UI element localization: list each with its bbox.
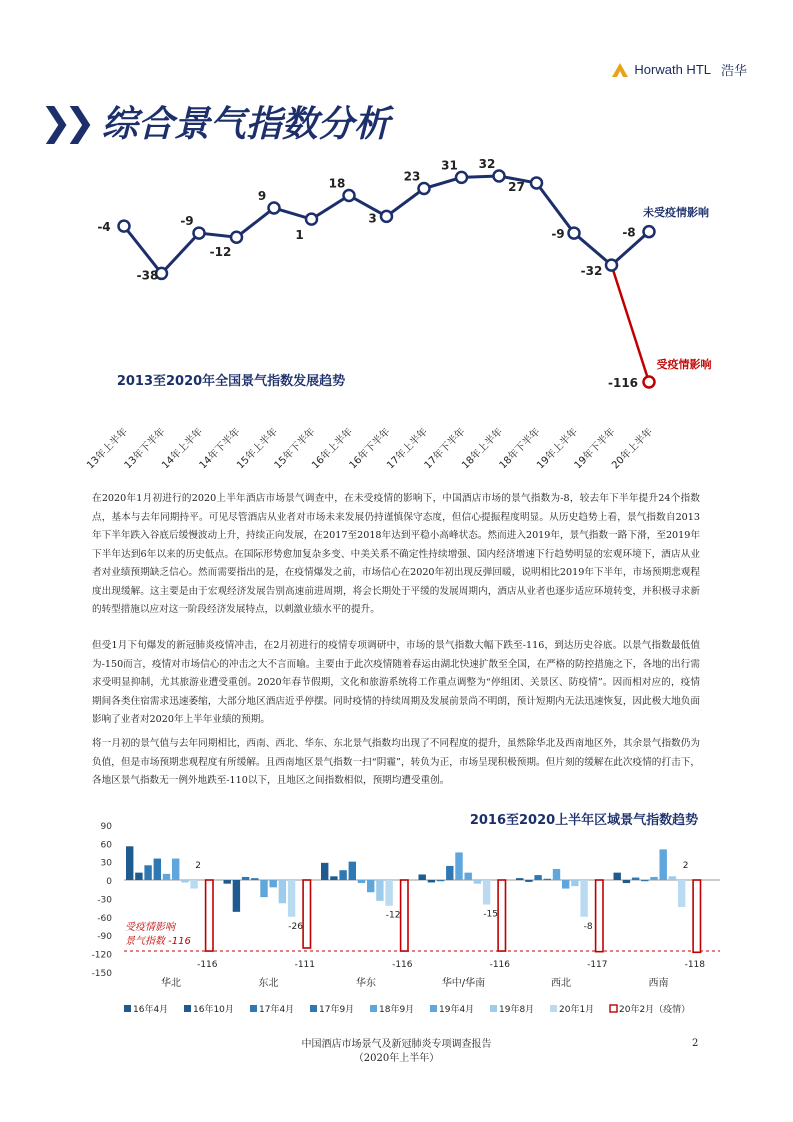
bar xyxy=(190,880,197,889)
legend-label: 20年1月 xyxy=(559,1005,595,1015)
y-tick-label: -90 xyxy=(97,932,112,943)
data-point xyxy=(231,232,242,243)
legend-swatch xyxy=(310,1005,317,1012)
bar xyxy=(135,873,142,880)
y-tick-label: 0 xyxy=(106,877,112,887)
value-label: -12 xyxy=(209,245,232,260)
bar-covid xyxy=(206,880,213,951)
bar xyxy=(385,880,392,906)
x-tick-label: 18年下半年 xyxy=(497,426,543,472)
x-tick-label: 15年上半年 xyxy=(235,426,281,472)
value-label-jan: -8 xyxy=(583,921,593,932)
data-point xyxy=(419,183,430,194)
bar xyxy=(376,880,383,901)
bar xyxy=(580,880,587,917)
x-tick-label: 14年下半年 xyxy=(197,426,243,472)
region-label: 西南 xyxy=(648,977,669,989)
data-point xyxy=(606,260,617,271)
annotation-line1: 受疫情影响 xyxy=(125,922,175,933)
bar xyxy=(571,880,578,886)
region-label: 华北 xyxy=(161,977,181,989)
x-tick-label: 13年上半年 xyxy=(85,426,131,472)
value-label: 23 xyxy=(403,169,421,184)
bar xyxy=(251,878,258,880)
y-tick-label: -150 xyxy=(91,968,112,979)
page-number: 2 xyxy=(692,1038,699,1049)
value-label-jan: 2 xyxy=(682,861,689,871)
bar xyxy=(623,880,630,883)
bar xyxy=(154,859,161,880)
value-label: -8 xyxy=(622,225,636,240)
bar xyxy=(544,879,551,880)
x-tick-label: 17年下半年 xyxy=(422,426,468,472)
value-label: 18 xyxy=(328,176,346,191)
data-point xyxy=(456,172,467,183)
paragraph-3: 将一月初的景气值与去年同期相比，西南、西北、华东、东北景气指数均出现了不同程度的提升，虽然除华北及西南地区外，其余景气指数仍为负值，但是市场预期悲观程度有所缓解。且西南地区景气指数一扫“阴霾”，转负为正，市场呈现积极预期。但片刻的缓解在此次疫情的打击下，各地区景气指数无一例外地跌至-110以下，且地区之间指数相似，预期均遭受重创。 xyxy=(92,738,700,786)
legend-swatch xyxy=(124,1005,131,1012)
bar xyxy=(330,876,337,880)
value-label-feb: -116 xyxy=(392,960,413,971)
y-tick-label: -120 xyxy=(91,950,112,961)
region-label: 华中/华南 xyxy=(441,977,486,989)
data-point xyxy=(119,221,130,232)
bar xyxy=(321,863,328,880)
legend-swatch xyxy=(370,1005,377,1012)
legend-swatch xyxy=(490,1005,497,1012)
bar xyxy=(632,878,639,880)
value-label: -32 xyxy=(580,264,603,279)
x-tick-label: 16年上半年 xyxy=(310,426,356,472)
bar-covid xyxy=(498,880,505,951)
bar xyxy=(437,880,444,881)
data-point xyxy=(344,190,355,201)
data-point-affected xyxy=(644,377,655,388)
y-tick-label: -60 xyxy=(97,913,112,924)
value-label: -9 xyxy=(180,214,194,229)
data-point xyxy=(306,214,317,225)
label-affected: 受疫情影响 xyxy=(656,358,712,371)
data-point xyxy=(494,171,505,182)
label-unaffected: 未受疫情影响 xyxy=(643,206,709,219)
legend-label: 19年4月 xyxy=(439,1005,475,1015)
data-point xyxy=(569,228,580,239)
value-label-jan: 2 xyxy=(195,861,201,871)
bar xyxy=(650,877,657,880)
x-tick-label: 14年上半年 xyxy=(160,426,206,472)
value-label-affected: -116 xyxy=(607,376,639,390)
bar xyxy=(233,880,240,912)
bar xyxy=(288,880,295,917)
bar xyxy=(678,880,685,907)
data-point xyxy=(194,228,205,239)
title-bar xyxy=(40,96,390,147)
bar xyxy=(224,880,231,884)
bar xyxy=(525,880,532,882)
legend-swatch xyxy=(184,1005,191,1012)
region-label: 东北 xyxy=(258,977,279,989)
value-label: -9 xyxy=(551,227,565,242)
value-label-feb: -118 xyxy=(684,960,706,971)
legend-label: 18年9月 xyxy=(379,1005,415,1015)
y-tick-label: 60 xyxy=(100,840,112,851)
bar xyxy=(279,880,286,903)
bar xyxy=(465,873,472,880)
chart2-title: 2016至2020上半年区域景气指数趋势 xyxy=(469,813,699,828)
data-point xyxy=(644,226,655,237)
legend-label: 20年2月（疫情） xyxy=(619,1005,691,1015)
x-tick-label: 17年上半年 xyxy=(385,426,431,472)
x-tick-label: 20年上半年 xyxy=(610,426,656,472)
value-label-jan: -15 xyxy=(483,909,498,920)
bar-covid xyxy=(401,880,408,951)
value-label-feb: -116 xyxy=(489,960,511,971)
bar xyxy=(474,880,481,884)
legend-label: 17年4月 xyxy=(259,1005,295,1015)
bar xyxy=(181,880,188,882)
bar xyxy=(126,846,133,880)
value-label: 32 xyxy=(478,157,496,171)
value-label: -38 xyxy=(136,268,159,283)
region-label: 华东 xyxy=(356,977,376,989)
bar xyxy=(163,874,170,880)
bar xyxy=(428,880,435,882)
y-tick-label: 30 xyxy=(100,858,112,869)
y-tick-label: -30 xyxy=(97,895,112,906)
value-label: 9 xyxy=(257,189,267,204)
data-point xyxy=(531,177,542,188)
x-tick-label: 15年下半年 xyxy=(272,426,318,472)
paragraph-2: 但受1月下旬爆发的新冠肺炎疫情冲击，在2月初进行的疫情专项调研中，市场的景气指数大幅下跌至-116，到达历史谷底。以景气指数最低值为-150而言，疫情对市场信心的冲击之大不言而喻。主要由于此次疫情随着春运由湖北快速扩散至全国，在严格的防控措施之下，各地的出行需求受明显抑制，尤其旅游业遭受重创。2020年春节假期，文化和旅游系统将工作重点调整为“停组团、关景区、防疫情”。因而相对应的，疫情期间各类住宿需求迅速萎缩，大部分地区酒店近乎停摆。同时疫情的持续周期及发展前景尚不明朗，预计短期内无法迅速恢复，因此极大地负面影响了业者对2020年上半年业绩的预期。 xyxy=(92,640,700,725)
legend-label: 16年4月 xyxy=(133,1005,169,1015)
legend-swatch xyxy=(430,1005,437,1012)
legend-swatch xyxy=(610,1005,617,1012)
legend-label: 16年10月 xyxy=(193,1005,234,1015)
value-label-jan: -12 xyxy=(385,910,401,921)
y-tick-label: 90 xyxy=(100,821,112,832)
chart1-title: 2013至2020年全国景气指数发展趋势 xyxy=(116,374,346,389)
bar xyxy=(349,862,356,880)
value-label: -4 xyxy=(97,220,111,235)
bar xyxy=(172,859,179,880)
bar xyxy=(516,878,523,880)
data-point xyxy=(381,211,392,222)
bar-covid xyxy=(596,880,603,952)
value-label: 27 xyxy=(508,179,525,194)
regional-index-bar-chart xyxy=(0,800,793,1030)
double-chevron-icon: ❯❯ xyxy=(40,99,88,144)
page-title: 综合景气指数分析 xyxy=(101,104,390,145)
bar xyxy=(641,880,648,881)
bar xyxy=(446,866,453,880)
x-tick-label: 13年下半年 xyxy=(122,426,168,472)
value-label: 3 xyxy=(368,211,377,226)
bar-covid xyxy=(693,880,700,952)
bar xyxy=(242,877,249,880)
legend-label: 17年9月 xyxy=(319,1005,355,1015)
x-tick-label: 16年下半年 xyxy=(347,426,393,472)
value-label: 31 xyxy=(441,158,458,173)
bar xyxy=(270,880,277,887)
bar xyxy=(419,874,426,880)
bar xyxy=(339,870,346,880)
annotation-line2: 景气指数 -116 xyxy=(125,936,191,947)
bar xyxy=(553,869,560,880)
bar xyxy=(483,880,490,905)
brand-name-cn: 浩华 xyxy=(720,64,747,79)
value-label-feb: -117 xyxy=(587,960,608,971)
bar xyxy=(669,876,676,880)
brand-logo xyxy=(612,60,747,79)
footer-line1: 中国酒店市场景气及新冠肺炎专项调查报告 xyxy=(301,1039,492,1050)
series-line-unaffected xyxy=(124,176,649,273)
brand-mark-icon xyxy=(612,63,628,77)
legend-label: 19年8月 xyxy=(499,1005,535,1015)
bar xyxy=(455,852,462,880)
legend-swatch xyxy=(250,1005,257,1012)
brand-name: Horwath HTL xyxy=(634,62,711,77)
bar xyxy=(144,865,151,880)
x-tick-label: 18年上半年 xyxy=(460,426,506,472)
bar xyxy=(534,875,541,880)
x-tick-label: 19年下半年 xyxy=(572,426,618,472)
paragraph-1: 在2020年1月初进行的2020上半年酒店市场景气调查中，在未受疫情的影响下，中国酒店市场的景气指数为-8，较去年下半年提升24个指数点，基本与去年同期持平。可见尽管酒店从业者对市场未来发展仍持谨慎保守态度，但信心提振程度明显。从历史趋势上看，景气指数自2013年下半年跌入谷底后缓慢波动上升，持续正向发展，在2017至2018年达到平稳小高峰状态。然而进入2019年，景气指数一路下滑，至2019年下半年达到6年以来的历史低点。在国际形势愈加复杂多变、中美关系不确定性持续增强、国内经济增速下行趋势明显的宏观环境下，酒店从业者对业绩预期缺乏信心。然而需要指出的是，在疫情爆发之前，市场信心在2020年初出现反弹回暖，说明相比2019年下半年，市场预期悲观程度出现缓解。这主要是由于宏观经济发展告别高速前进周期，将会长期处于平缓的发展周期内，酒店从业者也逐步适应环境转变，并积极寻求新的转型措施以应对这一阶段经济发展特点，以刺激业绩水平的提升。 xyxy=(92,493,700,615)
series-line-affected xyxy=(612,265,650,382)
bar xyxy=(260,880,267,897)
value-label-jan: -26 xyxy=(288,921,303,932)
value-label: 1 xyxy=(295,228,304,243)
data-point xyxy=(269,203,280,214)
footer-line2: （2020年上半年） xyxy=(353,1053,440,1064)
footer xyxy=(0,1038,793,1066)
national-index-line-chart xyxy=(0,150,793,480)
region-label: 西北 xyxy=(551,977,571,989)
bar xyxy=(367,880,374,892)
x-tick-label: 19年上半年 xyxy=(535,426,581,472)
value-label-feb: -116 xyxy=(197,960,218,971)
bar xyxy=(614,873,621,880)
bar xyxy=(358,880,365,883)
legend-swatch xyxy=(550,1005,557,1012)
value-label-feb: -111 xyxy=(294,960,316,971)
bar-covid xyxy=(303,880,310,948)
bar xyxy=(562,880,569,889)
bar xyxy=(660,849,667,880)
